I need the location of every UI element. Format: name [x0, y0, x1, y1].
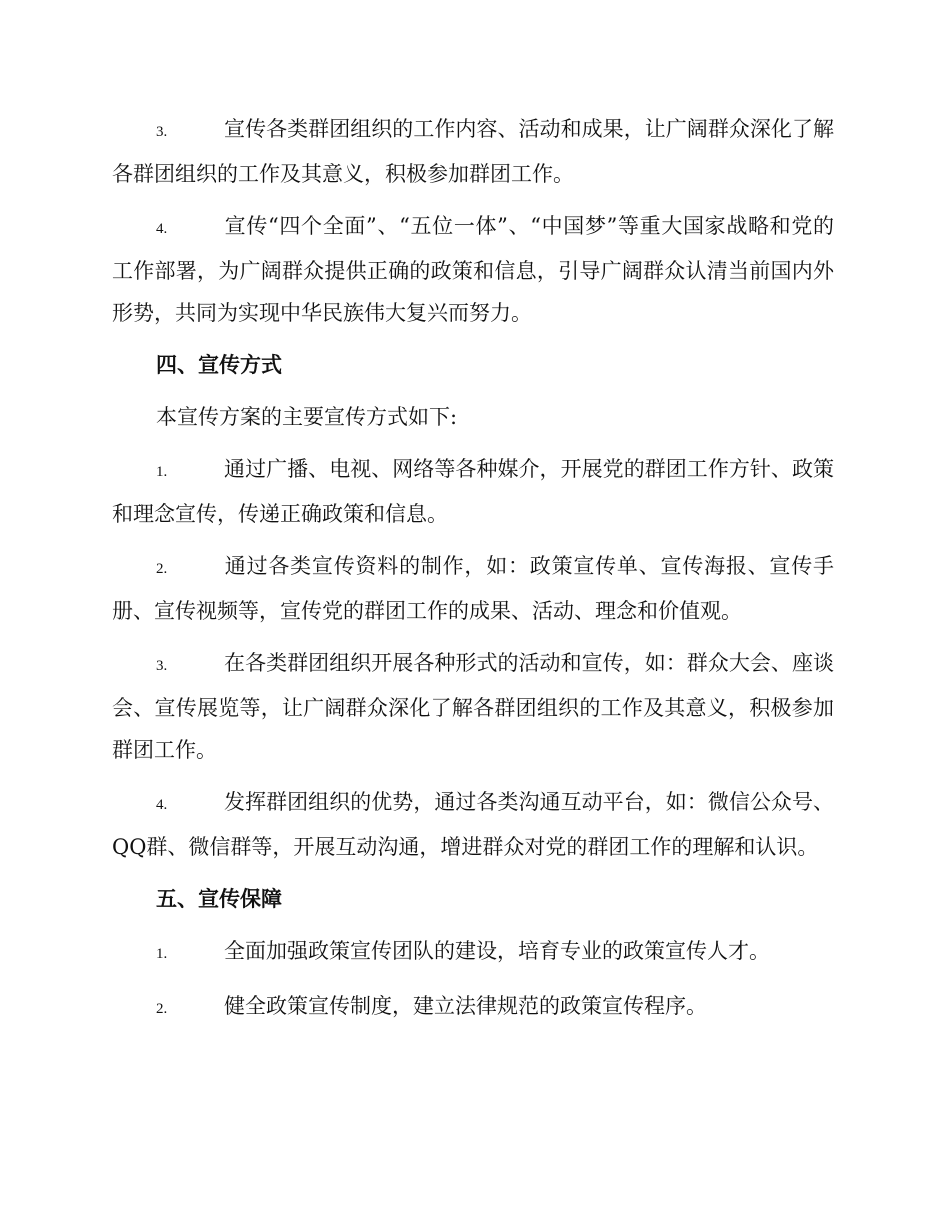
list-item	[112, 448, 834, 535]
item-text: 健全政策宣传制度，建立法律规范的政策宣传程序。	[224, 994, 707, 1018]
list-item	[112, 205, 834, 334]
item-number: 3.	[156, 658, 168, 674]
item-text: 通过广播、电视、网络等各种媒介，开展党的群团工作方针、政策和理念宣传，传递正确政策和信息。	[112, 457, 834, 526]
item-number: 4.	[156, 221, 168, 237]
item-text: 宣传“四个全面”、“五位一体”、“中国梦”等重大国家战略和党的工作部署，为广阔群众提供正确的政策和信息，引导广阔群众认清当前国内外形势，共同为实现中华民族伟大复兴而努力。	[112, 214, 834, 325]
item-number: 1.	[156, 464, 168, 480]
list-item	[112, 985, 834, 1030]
item-text: 发挥群团组织的优势，通过各类沟通互动平台，如：微信公众号、QQ群、微信群等，开展互动沟通，增进群众对党的群团工作的理解和认识。	[112, 790, 834, 859]
item-number: 2.	[156, 1001, 168, 1017]
item-text: 在各类群团组织开展各种形式的活动和宣传，如：群众大会、座谈会、宣传展览等，让广阔群众深化了解各群团组织的工作及其意义，积极参加群团工作。	[112, 651, 834, 762]
item-number: 4.	[156, 797, 168, 813]
item-text: 宣传各类群团组织的工作内容、活动和成果，让广阔群众深化了解各群团组织的工作及其意义，积极参加群团工作。	[112, 117, 834, 186]
item-text: 全面加强政策宣传团队的建设，培育专业的政策宣传人才。	[224, 939, 770, 963]
item-number: 3.	[156, 124, 168, 140]
item-number: 1.	[156, 946, 168, 962]
list-item	[112, 642, 834, 771]
section-intro: 本宣传方案的主要宣传方式如下:	[156, 405, 458, 429]
list-item	[112, 930, 834, 975]
list-item	[112, 108, 834, 195]
list-item	[112, 781, 834, 868]
list-item	[112, 545, 834, 632]
section-heading-guarantee: 五、宣传保障	[156, 886, 282, 911]
document-body	[112, 108, 834, 1040]
section-heading-methods: 四、宣传方式	[156, 352, 282, 377]
item-text: 通过各类宣传资料的制作，如：政策宣传单、宣传海报、宣传手册、宣传视频等，宣传党的群团工作的成果、活动、理念和价值观。	[112, 554, 834, 623]
item-number: 2.	[156, 561, 168, 577]
